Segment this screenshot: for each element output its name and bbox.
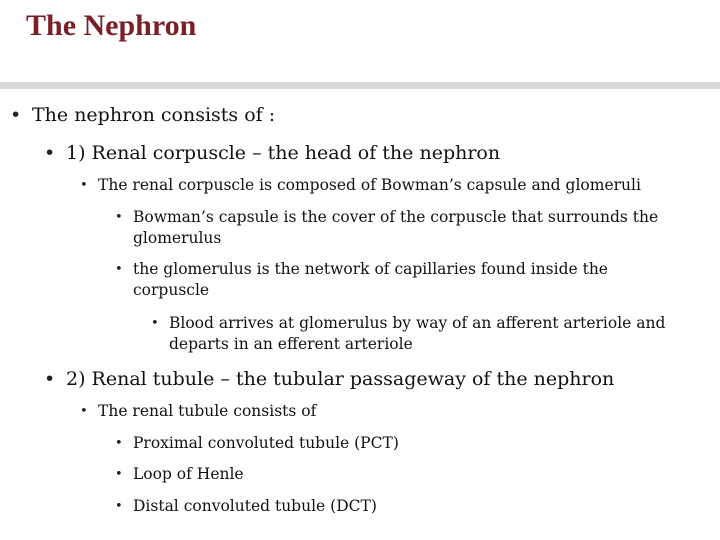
bullet-item [115, 433, 695, 454]
bullet-text: 2) Renal tubule – the tubular passageway of the nephron [66, 368, 615, 390]
slide-title: The Nephron [26, 9, 197, 42]
bullet-text: 1) Renal corpuscle – the head of the nephron [66, 142, 501, 164]
bullet-icon: • [115, 467, 123, 482]
bullet-text: Loop of Henle [133, 465, 244, 483]
bullet-icon: • [80, 178, 88, 193]
bullet-icon: • [44, 142, 56, 164]
bullet-text: Proximal convoluted tubule (PCT) [133, 434, 399, 452]
bullet-text: The renal tubule consists of [98, 402, 317, 420]
bullet-item [10, 103, 700, 127]
bullet-item [115, 207, 695, 249]
bullet-icon: • [10, 104, 22, 126]
bullet-item [44, 367, 714, 391]
bullet-item [44, 141, 704, 165]
bullet-text: Blood arrives at glomerulus by way of an afferent arteriole and departs in an efferent arteriole [169, 314, 666, 353]
bullet-item [80, 401, 700, 422]
bullet-icon: • [44, 368, 56, 390]
bullet-text: Distal convoluted tubule (DCT) [133, 497, 377, 515]
bullet-item [115, 496, 695, 517]
bullet-item [151, 313, 696, 355]
bullet-item [80, 175, 718, 196]
bullet-icon: • [115, 210, 123, 225]
bullet-icon: • [80, 404, 88, 419]
bullet-text: the glomerulus is the network of capillaries found inside the corpuscle [133, 260, 608, 299]
bullet-item [115, 464, 695, 485]
bullet-icon: • [115, 499, 123, 514]
bullet-icon: • [115, 436, 123, 451]
bullet-icon: • [151, 316, 159, 331]
bullet-text: Bowman’s capsule is the cover of the corpuscle that surrounds the glomerulus [133, 208, 659, 247]
bullet-item [115, 259, 675, 301]
bullet-text: The renal corpuscle is composed of Bowman’s capsule and glomeruli [98, 176, 641, 194]
bullet-icon: • [115, 262, 123, 277]
bullet-text: The nephron consists of : [32, 104, 276, 126]
